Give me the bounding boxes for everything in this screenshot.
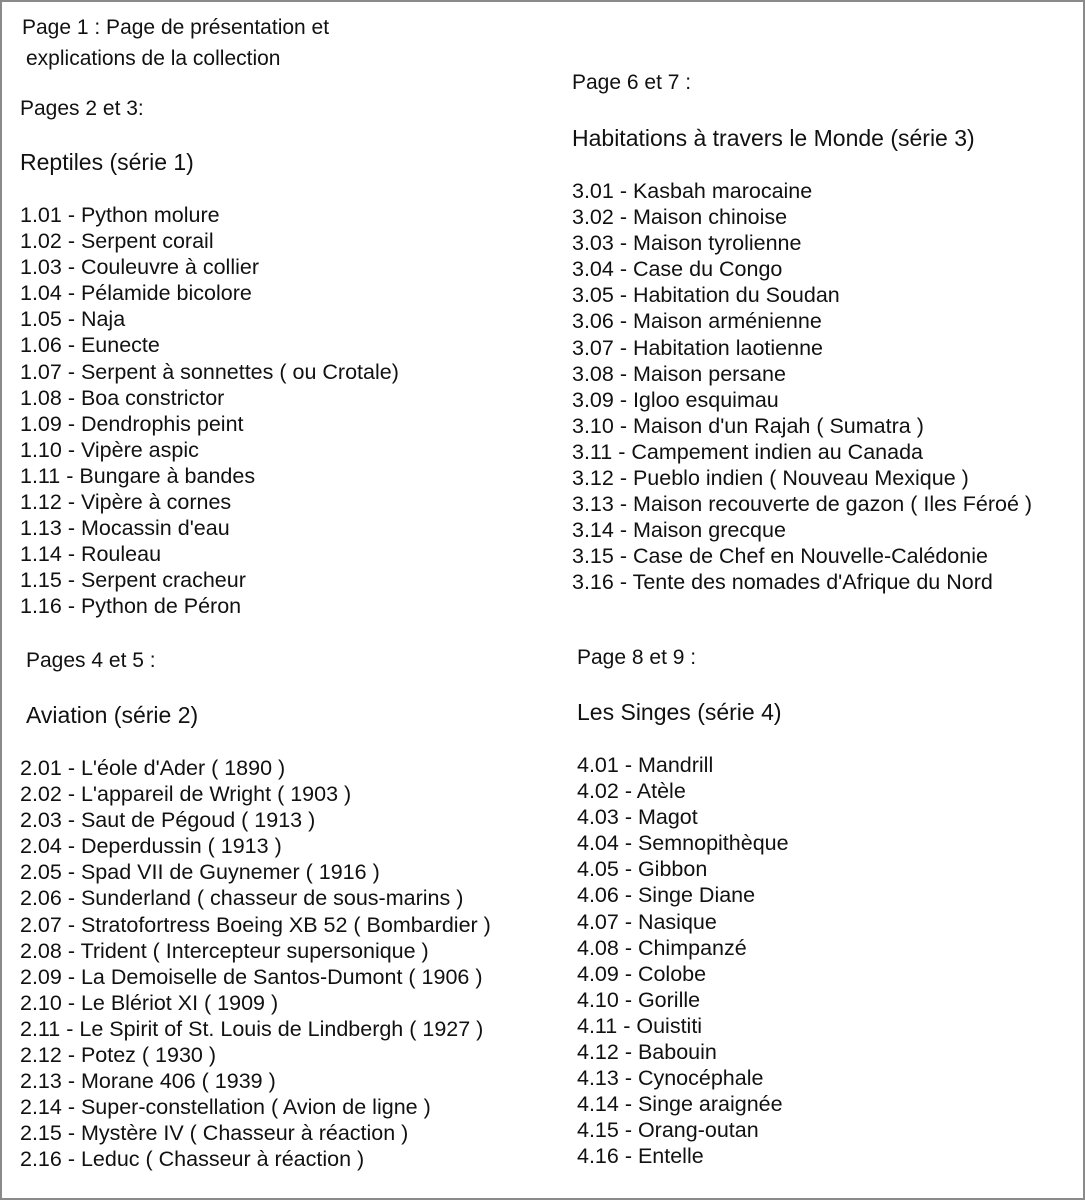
list-item: 1.07 - Serpent à sonnettes ( ou Crotale) (20, 359, 399, 384)
list-item: 1.16 - Python de Péron (20, 594, 242, 619)
list-item: 3.05 - Habitation du Soudan (572, 283, 840, 308)
list-item: 1.12 - Vipère à cornes (20, 490, 232, 515)
list-item: 4.04 - Semnopithèque (577, 831, 789, 856)
list-item: 2.07 - Stratofortress Boeing XB 52 ( Bombardier ) (20, 912, 491, 937)
item-list (20, 202, 399, 620)
list-item: 3.08 - Maison persane (572, 361, 786, 386)
list-item: 1.03 - Couleuvre à collier (20, 255, 260, 280)
item-list (577, 752, 789, 1170)
list-item: 3.14 - Maison grecque (572, 518, 786, 543)
list-item: 2.10 - Le Blériot XI ( 1909 ) (20, 990, 279, 1015)
list-item: 4.14 - Singe araignée (577, 1092, 783, 1117)
list-item: 4.16 - Entelle (577, 1144, 704, 1169)
list-item: 4.02 - Atèle (577, 779, 686, 804)
list-item: 1.13 - Mocassin d'eau (20, 516, 230, 541)
list-item: 1.01 - Python molure (20, 203, 220, 227)
list-item: 3.10 - Maison d'un Rajah ( Sumatra ) (572, 413, 924, 438)
list-item: 1.09 - Dendrophis peint (20, 411, 244, 436)
list-item: 2.03 - Saut de Pégoud ( 1913 ) (20, 808, 316, 833)
section-title: Reptiles (série 1) (20, 149, 194, 175)
list-item: 2.05 - Spad VII de Guynemer ( 1916 ) (20, 860, 380, 885)
list-item: 2.09 - La Demoiselle de Santos-Dumont ( 1906 ) (20, 964, 483, 989)
list-item: 2.08 - Trident ( Intercepteur supersonique ) (20, 938, 429, 963)
intro-line-1: Page 1 : Page de présentation et (22, 16, 330, 39)
list-item: 3.06 - Maison arménienne (572, 309, 822, 334)
list-item: 4.06 - Singe Diane (577, 883, 756, 908)
list-item: 2.12 - Potez ( 1930 ) (20, 1043, 216, 1068)
list-item: 4.11 - Ouistiti (577, 1013, 703, 1038)
list-item: 3.03 - Maison tyrolienne (572, 231, 802, 256)
list-item: 3.02 - Maison chinoise (572, 205, 788, 230)
item-list (20, 755, 491, 1173)
list-item: 1.08 - Boa constrictor (20, 385, 225, 410)
section-title: Aviation (série 2) (26, 702, 199, 728)
section-pages-label: Page 6 et 7 : (572, 71, 692, 94)
list-item: 2.01 - L'éole d'Ader ( 1890 ) (20, 756, 286, 780)
list-item: 4.10 - Gorille (577, 987, 701, 1012)
list-item: 2.11 - Le Spirit of St. Louis de Lindbergh ( 1927 ) (20, 1016, 484, 1041)
list-item: 2.15 - Mystère IV ( Chasseur à réaction ) (20, 1121, 409, 1146)
list-item: 3.12 - Pueblo indien ( Nouveau Mexique ) (572, 466, 969, 491)
list-item: 1.04 - Pélamide bicolore (20, 281, 252, 306)
list-item: 4.09 - Colobe (577, 961, 707, 986)
list-item: 4.07 - Nasique (577, 909, 717, 934)
list-item: 1.05 - Naja (20, 307, 126, 332)
section-title: Les Singes (série 4) (577, 699, 782, 725)
list-item: 3.16 - Tente des nomades d'Afrique du Nord (572, 570, 993, 595)
list-item: 2.16 - Leduc ( Chasseur à réaction ) (20, 1147, 365, 1172)
section-title: Habitations à travers le Monde (série 3) (572, 125, 975, 151)
list-item: 1.02 - Serpent corail (20, 229, 214, 254)
list-item: 1.11 - Bungare à bandes (20, 463, 256, 488)
list-item: 1.06 - Eunecte (20, 333, 160, 358)
list-item: 2.04 - Deperdussin ( 1913 ) (20, 834, 282, 859)
section-pages-label: Pages 2 et 3: (20, 97, 144, 120)
section-pages-label: Page 8 et 9 : (577, 646, 697, 669)
list-item: 4.15 - Orang-outan (577, 1118, 759, 1143)
list-item: 3.15 - Case de Chef en Nouvelle-Calédonie (572, 544, 988, 569)
section-pages-label: Pages 4 et 5 : (26, 649, 156, 672)
item-list (572, 178, 1032, 596)
list-item: 4.08 - Chimpanzé (577, 935, 747, 960)
list-item: 1.10 - Vipère aspic (20, 437, 199, 462)
list-item: 4.13 - Cynocéphale (577, 1066, 764, 1091)
list-item: 3.01 - Kasbah marocaine (572, 179, 813, 203)
list-item: 3.09 - Igloo esquimau (572, 387, 779, 412)
list-item: 4.05 - Gibbon (577, 857, 708, 882)
list-item: 3.07 - Habitation laotienne (572, 335, 824, 360)
list-item: 1.15 - Serpent cracheur (20, 568, 246, 593)
list-item: 3.11 - Campement indien au Canada (572, 439, 923, 464)
list-item: 2.02 - L'appareil de Wright ( 1903 ) (20, 782, 352, 807)
list-item: 2.13 - Morane 406 ( 1939 ) (20, 1069, 276, 1094)
list-item: 3.04 - Case du Congo (572, 257, 783, 282)
list-item: 4.03 - Magot (577, 805, 698, 830)
list-item: 2.06 - Sunderland ( chasseur de sous-marins ) (20, 886, 464, 911)
list-item: 4.12 - Babouin (577, 1040, 717, 1065)
list-item: 1.14 - Rouleau (20, 542, 162, 567)
list-item: 2.14 - Super-constellation ( Avion de ligne ) (20, 1095, 431, 1120)
intro-line-2: explications de la collection (26, 47, 281, 70)
list-item: 3.13 - Maison recouverte de gazon ( Iles Féroé ) (572, 492, 1033, 517)
list-item: 4.01 - Mandrill (577, 753, 714, 777)
